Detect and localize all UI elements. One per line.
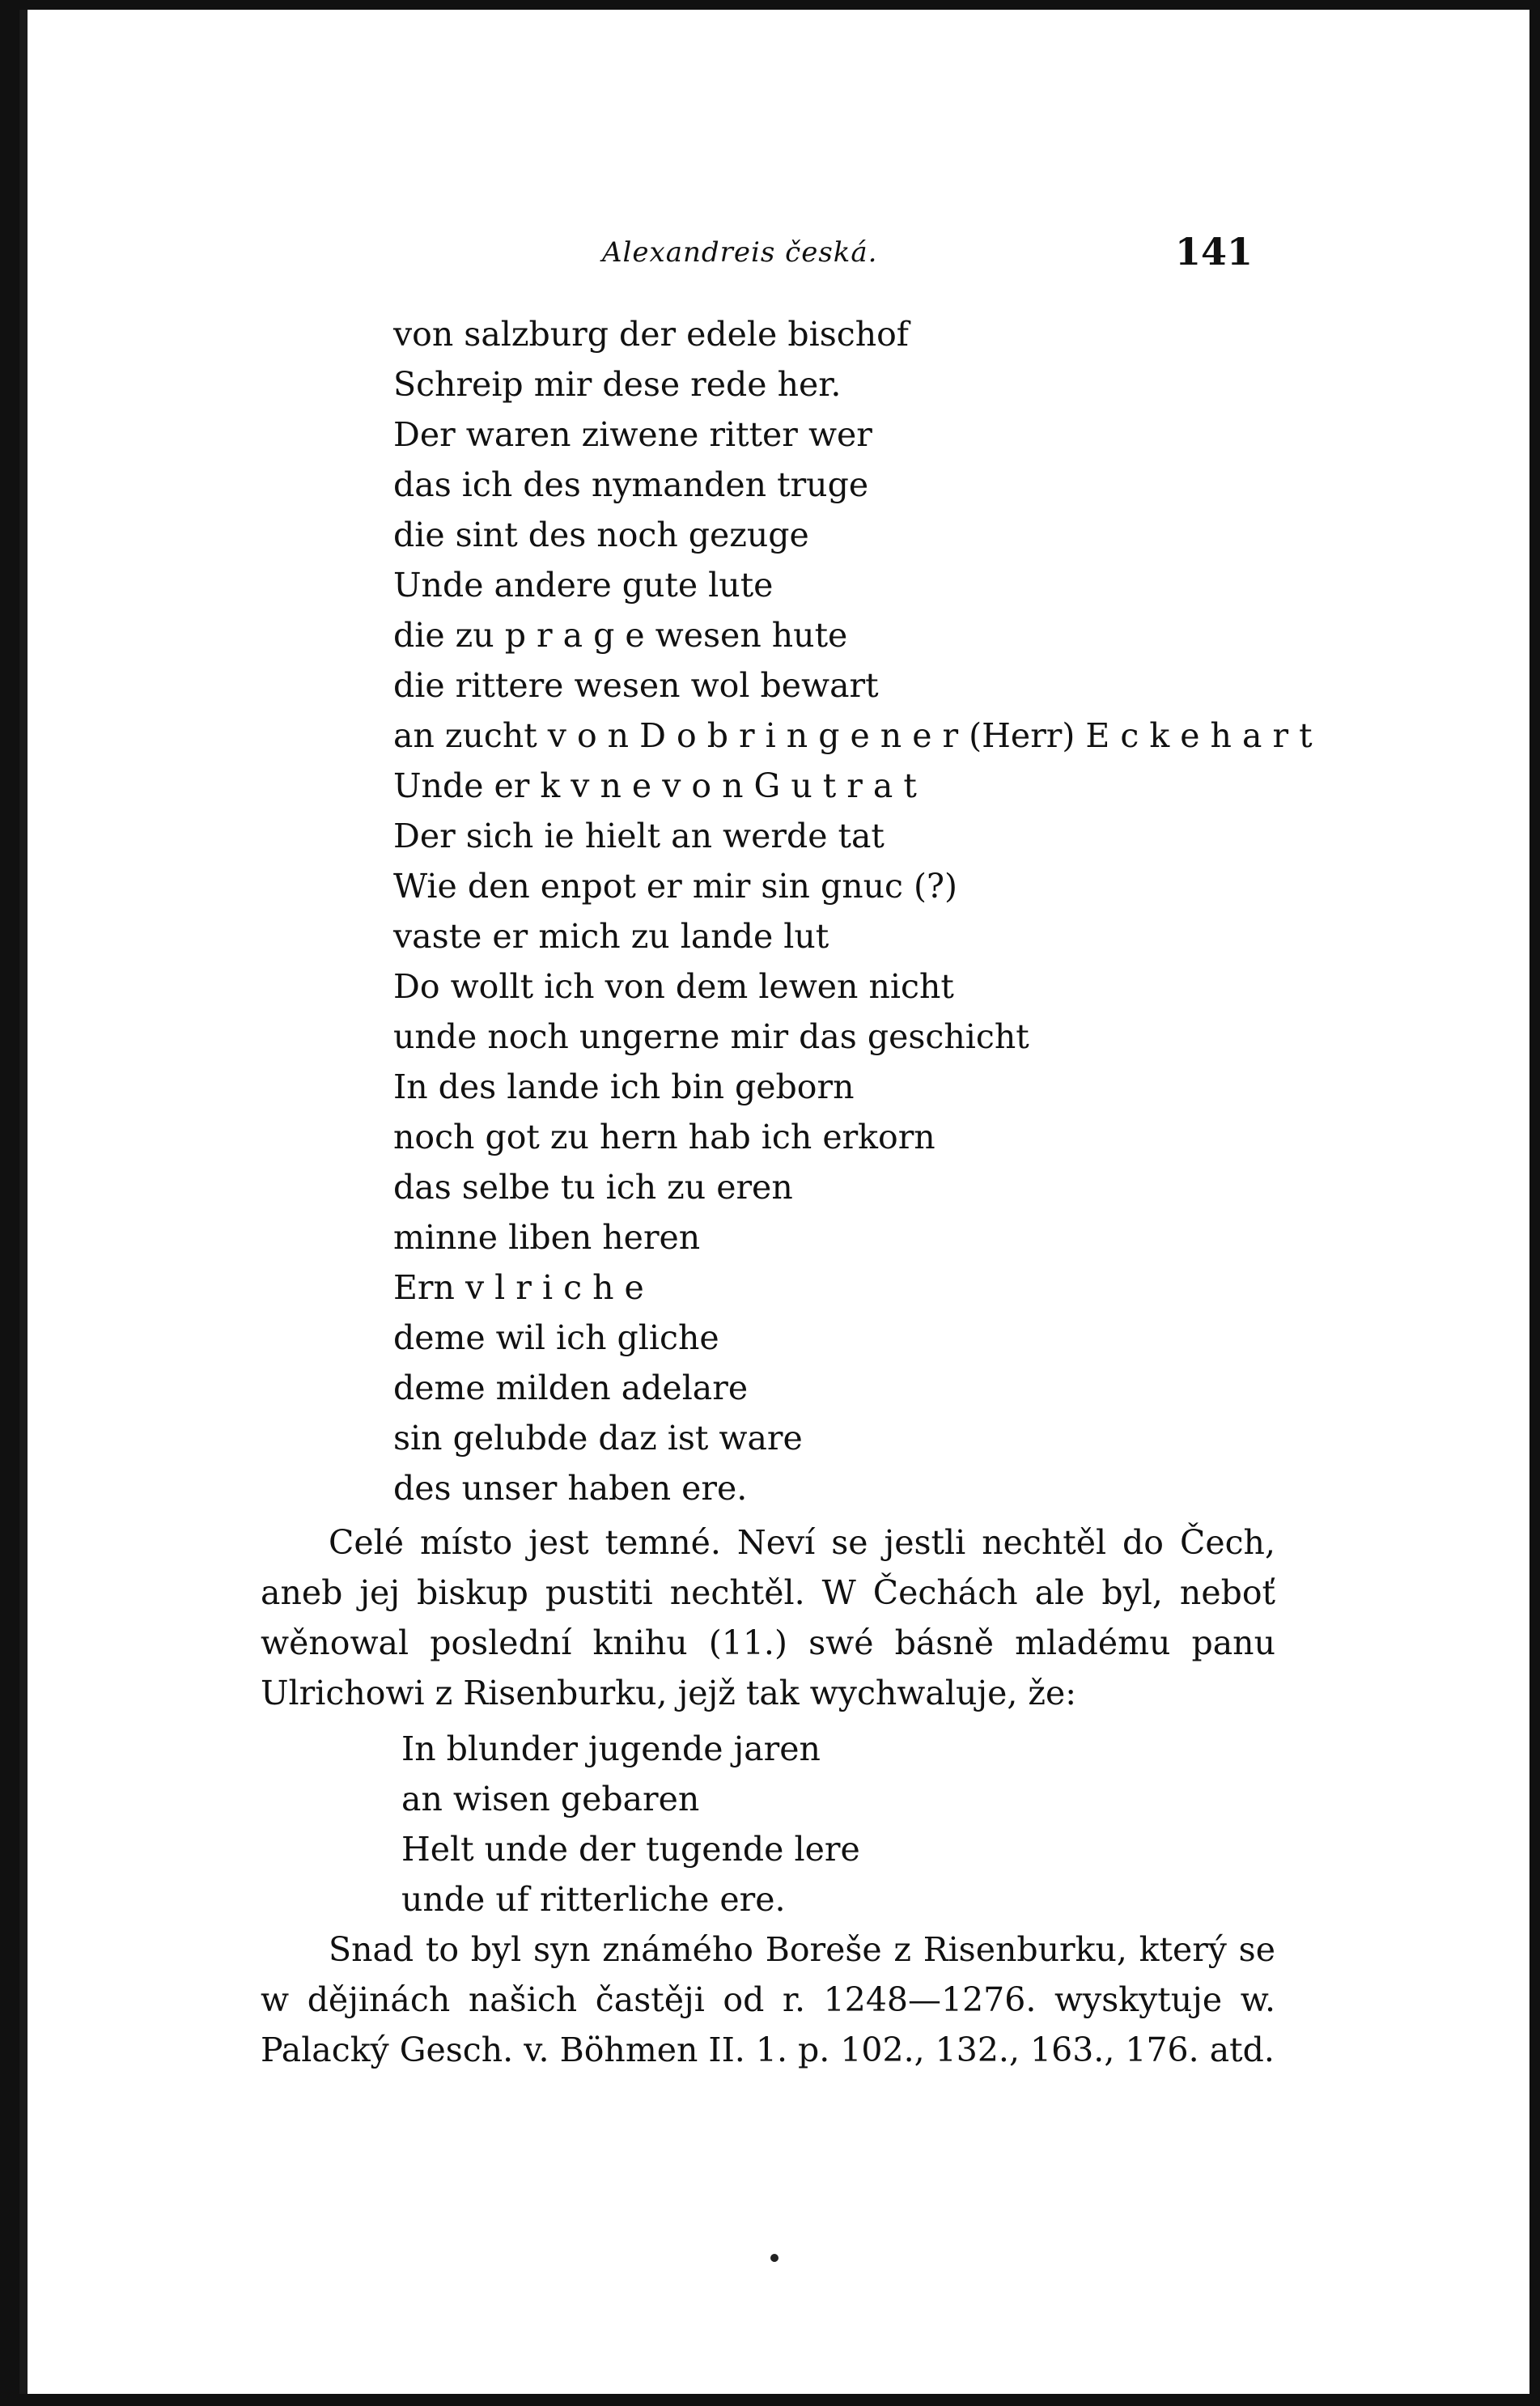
verse-line: des unser haben ere.	[393, 1469, 748, 1508]
verse-line: deme wil ich gliche	[393, 1318, 719, 1357]
print-speck	[770, 2254, 778, 2262]
verse-line: Wie den enpot er mir sin gnuc (?)	[393, 867, 958, 906]
verse-line: unde uf ritterliche ere.	[401, 1880, 786, 1919]
verse-line: Der sich ie hielt an werde tat	[393, 817, 885, 855]
verse-line: vaste er mich zu lande lut	[393, 917, 829, 956]
verse-line: das selbe tu ich zu eren	[393, 1168, 793, 1207]
verse-line: die rittere wesen wol bewart	[393, 666, 879, 705]
book-page	[19, 10, 1529, 2394]
verse-line: sin gelubde daz ist ware	[393, 1419, 803, 1458]
verse-line: In des lande ich bin geborn	[393, 1067, 855, 1106]
running-title: Alexandreis česká.	[602, 236, 878, 269]
prose-paragraph: Snad to byl syn známého Boreše z Risenburku, který se w dějinách našich častěji od r. 1248—1276. wyskytuje w. Palacký Gesch. v. Böhmen II. 1. p. 102., 132., 163., 176. atd.	[261, 1930, 1275, 2069]
verse-line: Unde andere gute lute	[393, 566, 774, 605]
verse-line: In blunder jugende jaren	[401, 1729, 821, 1768]
page-number: 141	[1175, 230, 1254, 274]
verse-quote-block	[401, 1724, 860, 1924]
verse-line: unde noch ungerne mir das geschicht	[393, 1017, 1029, 1056]
verse-line: die zu p r a g e wesen hute	[393, 616, 848, 655]
verse-line: Ern v l r i c h e	[393, 1268, 644, 1307]
verse-line: an zucht v o n D o b r i n g e n e r (Herr) E c k e h a r t	[393, 716, 1313, 755]
verse-line: minne liben heren	[393, 1218, 701, 1257]
page-header	[28, 230, 1529, 285]
verse-line: Der waren ziwene ritter wer	[393, 415, 872, 454]
verse-quote-block	[393, 309, 1313, 1513]
verse-line: noch got zu hern hab ich erkorn	[393, 1118, 935, 1156]
verse-line: von salzburg der edele bischof	[393, 315, 909, 354]
verse-line: die sint des noch gezuge	[393, 516, 809, 554]
verse-line: Do wollt ich von dem lewen nicht	[393, 967, 954, 1006]
verse-line: das ich des nymanden truge	[393, 465, 869, 504]
prose-paragraph: Celé místo jest temné. Neví se jestli nechtěl do Čech, aneb jej biskup pustiti nechtěl. W Čechách ale byl, neboť wěnowal poslední knihu (11.) swé básně mladému panu Ulrichowi z Risenburku, jejž tak wychwaluje, že:	[261, 1523, 1275, 1712]
verse-line: Helt unde der tugende lere	[401, 1830, 860, 1869]
verse-line: deme milden adelare	[393, 1368, 749, 1407]
verse-line: Unde er k v n e v o n G u t r a t	[393, 766, 917, 805]
verse-line: an wisen gebaren	[401, 1780, 700, 1818]
verse-line: Schreip mir dese rede her.	[393, 365, 842, 404]
